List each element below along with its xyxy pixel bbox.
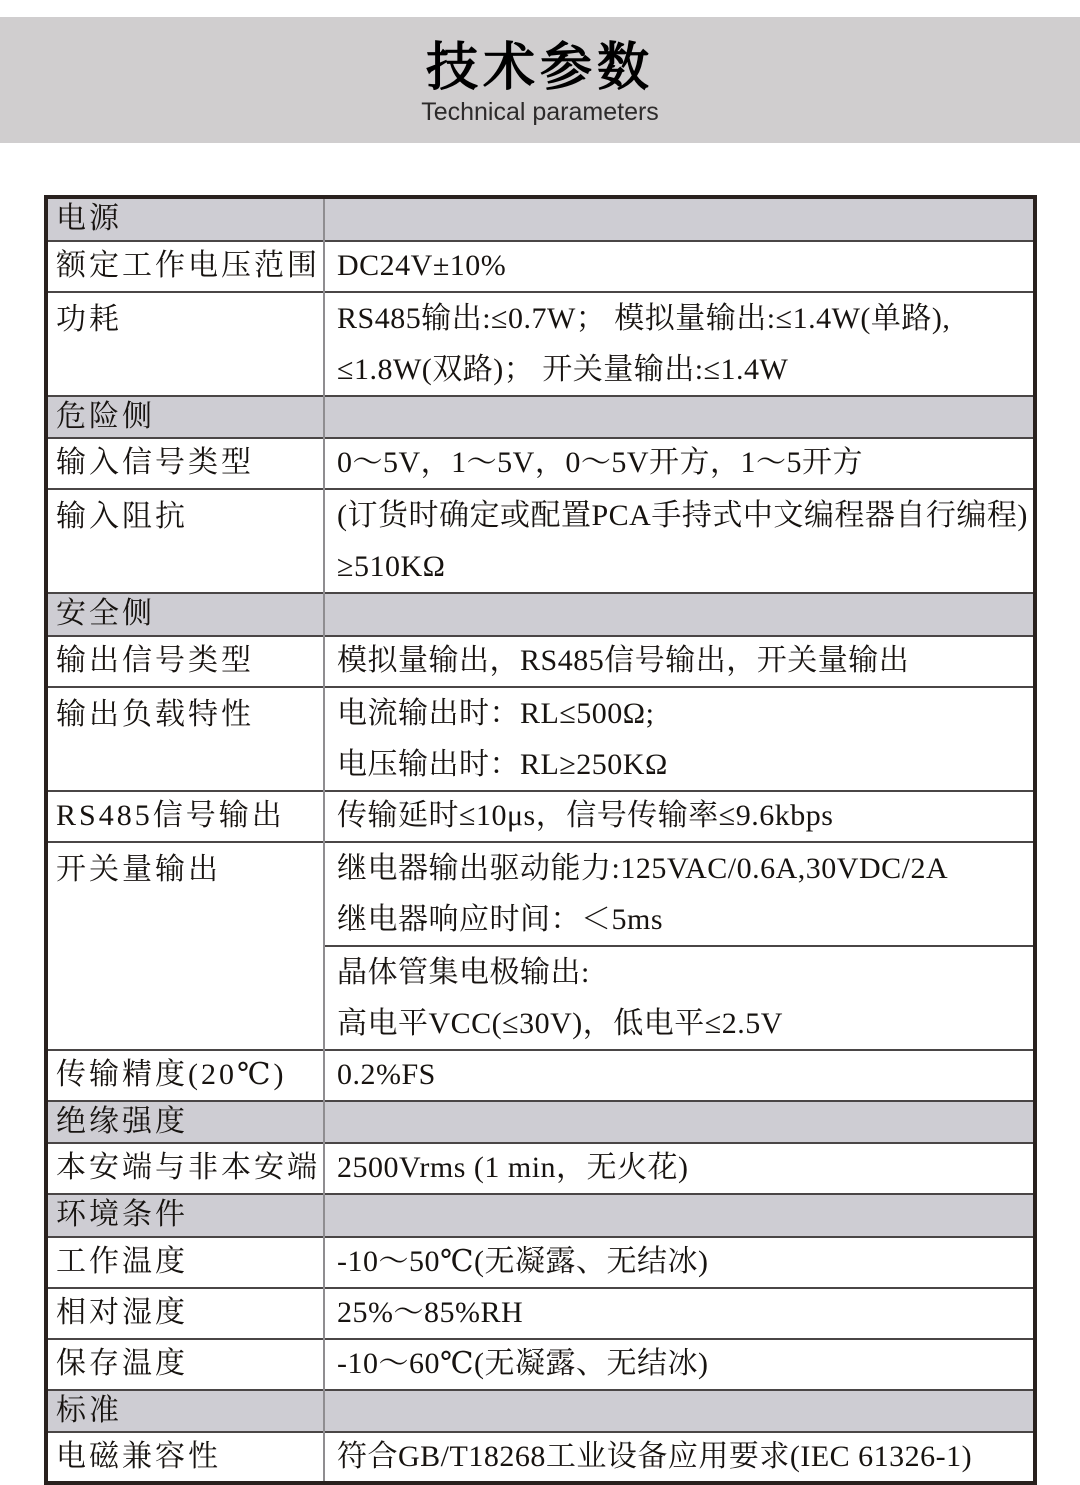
param-value-line: ≤1.8W(双路)； 开关量输出:≤1.4W: [337, 352, 789, 386]
param-name-cell: 本安端与非本安端: [46, 1143, 324, 1194]
param-value-line: 0.2%FS: [337, 1057, 436, 1091]
param-value-line: (订货时确定或配置PCA手持式中文编程器自行编程): [337, 499, 1028, 532]
section-row: [46, 1101, 1035, 1144]
param-value-line: 传输延时≤10μs，信号传输率≤9.6kbps: [337, 798, 834, 832]
section-row: [46, 197, 1035, 241]
section-header-cell: 绝缘强度: [46, 1101, 324, 1144]
section-header-cell: 环境条件: [46, 1194, 324, 1237]
table-row: [46, 292, 1035, 396]
param-value-cell: [324, 842, 1035, 946]
param-value-line: -10～60℃(无凝露、无结冰): [337, 1346, 709, 1380]
table-row: [46, 791, 1035, 842]
param-value-cell: [324, 489, 1035, 593]
param-value-line: 电流输出时：RL≤500Ω;: [337, 696, 655, 730]
table-row: [46, 489, 1035, 593]
table-row: [46, 1143, 1035, 1194]
param-value-cell: [324, 241, 1035, 292]
section-empty-cell: [324, 1390, 1035, 1433]
param-name-cell: 输出信号类型: [46, 636, 324, 687]
param-name-cell: 输入阻抗: [46, 489, 324, 593]
param-value-cell: [324, 687, 1035, 791]
param-value-line: 2500Vrms (1 min，无火花): [337, 1151, 689, 1185]
param-value-line: 继电器输出驱动能力:125VAC/0.6A,30VDC/2A: [337, 851, 949, 885]
param-value-cell: [324, 946, 1035, 1050]
section-empty-cell: [324, 1101, 1035, 1144]
table-row: [46, 636, 1035, 687]
technical-parameters-table: [44, 195, 1037, 1485]
param-name-cell: 工作温度: [46, 1237, 324, 1288]
section-header-cell: 安全侧: [46, 593, 324, 636]
section-header-cell: 危险侧: [46, 396, 324, 439]
section-empty-cell: [324, 396, 1035, 439]
param-value-cell: [324, 1339, 1035, 1390]
param-value-cell: [324, 438, 1035, 489]
param-value-line: 25%～85%RH: [337, 1295, 524, 1329]
param-value-line: -10～50℃(无凝露、无结冰): [337, 1244, 709, 1278]
param-name-cell: RS485信号输出: [46, 791, 324, 842]
section-row: [46, 1194, 1035, 1237]
table-row: [46, 1339, 1035, 1390]
param-value-cell: [324, 1288, 1035, 1339]
param-value-cell: [324, 1143, 1035, 1194]
param-name-cell: 输出负载特性: [46, 687, 324, 791]
param-name-cell: 相对湿度: [46, 1288, 324, 1339]
table-row: [46, 1288, 1035, 1339]
param-value-line: 继电器响应时间：＜5ms: [337, 902, 664, 936]
title-band: [0, 17, 1080, 143]
table-row: [46, 687, 1035, 791]
param-value-line: 0～5V，1～5V，0～5V开方，1～5开方: [337, 446, 863, 480]
table-row: [46, 842, 1035, 946]
section-header-cell: 电源: [46, 197, 324, 241]
param-value-line: 晶体管集电极输出:: [337, 955, 590, 989]
param-name-cell: 开关量输出: [46, 842, 324, 1050]
param-name-cell: 额定工作电压范围: [46, 241, 324, 292]
table-body: [46, 197, 1035, 1483]
param-value-line: ≥510KΩ: [337, 550, 446, 583]
param-value-cell: [324, 292, 1035, 396]
table-row: [46, 241, 1035, 292]
section-row: [46, 1390, 1035, 1433]
param-name-cell: 传输精度(20℃): [46, 1050, 324, 1101]
param-value-line: 电压输出时：RL≥250KΩ: [337, 747, 668, 781]
table-row: [46, 1432, 1035, 1483]
section-empty-cell: [324, 593, 1035, 636]
param-value-cell: [324, 1237, 1035, 1288]
section-empty-cell: [324, 1194, 1035, 1237]
page-subtitle: Technical parameters: [421, 98, 659, 126]
section-empty-cell: [324, 197, 1035, 241]
param-value-line: 符合GB/T18268工业设备应用要求(IEC 61326-1): [337, 1439, 973, 1473]
table-row: [46, 1050, 1035, 1101]
section-header-cell: 标准: [46, 1390, 324, 1433]
page-title: 技术参数: [425, 39, 654, 97]
table-row: [46, 1237, 1035, 1288]
param-value-cell: [324, 791, 1035, 842]
param-name-cell: 输入信号类型: [46, 438, 324, 489]
param-value-cell: [324, 1432, 1035, 1483]
param-value-line: RS485输出:≤0.7W； 模拟量输出:≤1.4W(单路),: [337, 301, 951, 335]
section-row: [46, 396, 1035, 439]
param-name-cell: 功耗: [46, 292, 324, 396]
section-row: [46, 593, 1035, 636]
table-row: [46, 438, 1035, 489]
param-value-line: DC24V±10%: [337, 248, 507, 282]
param-value-line: 模拟量输出，RS485信号输出，开关量输出: [337, 643, 910, 677]
param-value-cell: [324, 1050, 1035, 1101]
param-value-line: 高电平VCC(≤30V)，低电平≤2.5V: [337, 1006, 783, 1040]
param-value-cell: [324, 636, 1035, 687]
param-name-cell: 保存温度: [46, 1339, 324, 1390]
param-name-cell: 电磁兼容性: [46, 1432, 324, 1483]
